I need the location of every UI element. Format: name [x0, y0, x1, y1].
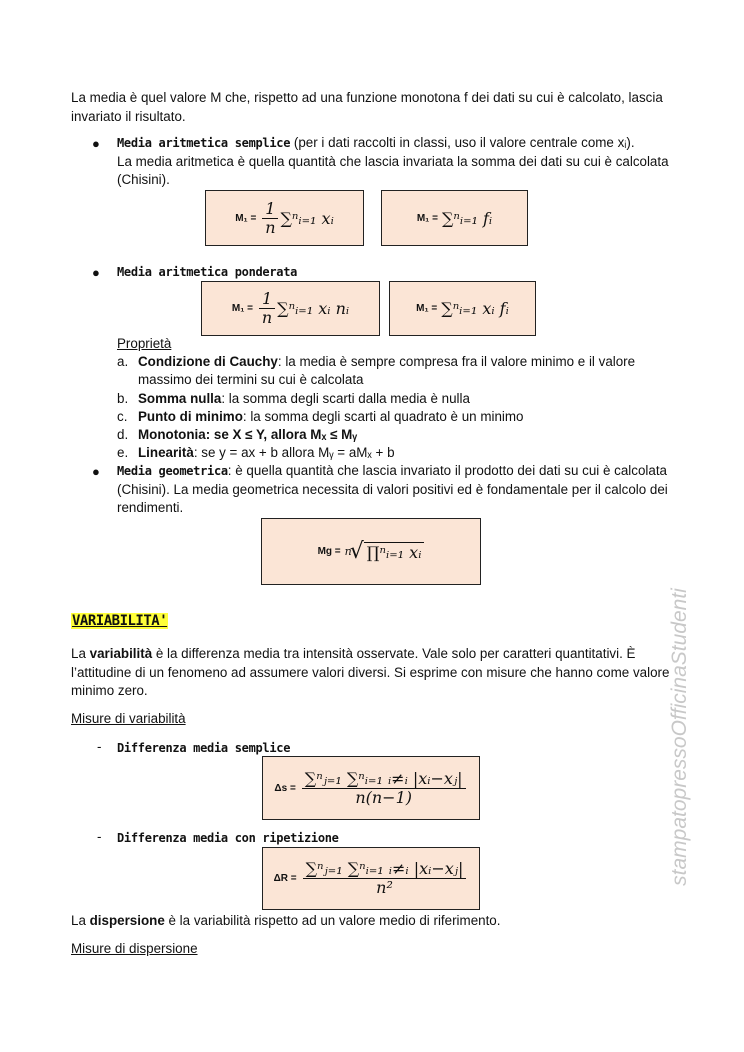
formula-weighted-2	[389, 281, 536, 336]
prop-b: b. Somma nulla: la somma degli scarti dalla media è nulla	[117, 391, 470, 406]
prop-c: c. Punto di minimo: la somma degli scarti al quadrato è un minimo	[117, 409, 524, 424]
simple-diff-item	[117, 739, 677, 758]
bullet-icon: ●	[92, 464, 100, 479]
formula-lhs: M₁ =	[235, 212, 257, 224]
formula-body: ∑ⁿᵢ₌₁ xᵢ	[280, 208, 334, 228]
fraction: $\frac{1}{n}$	[259, 290, 275, 327]
fraction: $\frac{1}{n}$	[262, 200, 278, 237]
properties-title: Proprietà	[117, 336, 172, 351]
arith-desc: La media aritmetica è quella quantità che lascia invariata la somma dei dati su cui è calcolata (Chisini).	[117, 153, 669, 187]
geometric-title: Media geometrica	[117, 464, 228, 478]
bullet-icon: ●	[92, 136, 100, 151]
weighted-item	[117, 263, 677, 282]
formula-arith-simple	[205, 190, 364, 246]
measures-title: Misure di variabilità	[71, 711, 186, 726]
root-index: n	[344, 545, 352, 558]
arith-item	[117, 134, 677, 190]
geometric-desc: : è quella quantità che lascia invariato il prodotto dei dati su cui è calcolata (Chisini). La media geometrica necessita di valori positivi ed è fondamentale per il calcolo dei rendimenti.	[117, 463, 668, 515]
prop-d: d. Monotonia: se X ≤ Y, allora Mₓ ≤ Mᵧ	[117, 427, 358, 442]
formula-body: ∑ⁿᵢ₌₁ xᵢ fᵢ	[441, 299, 509, 318]
fraction: $\frac{\text{∑ⁿⱼ₌₁ ∑ⁿᵢ₌₁ ᵢ≠ᵢ |xᵢ−xⱼ|}}{\text{n²}}$	[303, 860, 467, 897]
formula-lhs: ΔR =	[273, 873, 297, 884]
formula-lhs: M₁ =	[231, 303, 253, 314]
geometric-item	[117, 462, 677, 518]
prop-e: e. Linearità: se y = ax + b allora Mᵧ = aMₓ + b	[117, 445, 395, 460]
formula-body: ∑ⁿᵢ₌₁ fᵢ	[441, 208, 493, 228]
formula-lhs: M₁ =	[416, 212, 438, 224]
formula-simple-diff	[262, 756, 480, 820]
formula-lhs: M₁ =	[416, 303, 438, 314]
formula-rep-diff	[262, 847, 480, 910]
formula-lhs: Δs =	[274, 782, 296, 794]
weighted-title: Media aritmetica ponderata	[117, 265, 298, 279]
dash-icon: -	[97, 829, 102, 844]
variability-heading: VARIABILITA'	[72, 613, 168, 629]
root-sign-icon: √	[349, 539, 364, 564]
fraction: $\frac{\text{∑ⁿⱼ₌₁ ∑ⁿᵢ₌₁ ᵢ≠ᵢ |xᵢ−xⱼ|}}{n(n-1)}$	[302, 770, 466, 807]
formula-arith-freq	[381, 190, 528, 246]
variability-paragraph: La variabilità è la differenza media tra intensità osservate. Vale solo per caratteri quantitativi. È l’attitudine di un fenomeno ad assumere valori diversi. Si esprime con misure che hanno come valore minimo zero.	[71, 646, 670, 698]
intro-paragraph: La media è quel valore M che, rispetto ad una funzione monotona f dei dati su cui è calcolato, lascia invariato il risultato.	[71, 90, 663, 124]
formula-geometric	[261, 518, 481, 585]
dispersion-paragraph: La dispersione è la variabilità rispetto ad un valore medio di riferimento.	[71, 913, 501, 928]
simple-diff-title: Differenza media semplice	[117, 741, 291, 755]
watermark: stampatopressoOfficinaStudenti	[668, 588, 691, 886]
dispersion-title: Misure di dispersione	[71, 941, 198, 956]
rep-diff-item	[117, 829, 677, 848]
formula-weighted-1	[201, 281, 380, 336]
formula-lhs: Mg =	[317, 546, 341, 557]
bullet-icon: ●	[92, 265, 100, 280]
arith-paren: (per i dati raccolti in classi, uso il valore centrale come xᵢ).	[293, 135, 635, 150]
arith-title: Media aritmetica semplice	[117, 136, 291, 150]
formula-body: ∏ⁿᵢ₌₁ xᵢ	[364, 542, 425, 562]
dash-icon: -	[97, 739, 102, 754]
rep-diff-title: Differenza media con ripetizione	[117, 831, 339, 845]
prop-a: a. Condizione di Cauchy: la media è sempre compresa fra il valore minimo e il valore massimo dei termini su cui è calcolata	[117, 354, 636, 387]
formula-body: ∑ⁿᵢ₌₁ xᵢ nᵢ	[277, 299, 350, 318]
